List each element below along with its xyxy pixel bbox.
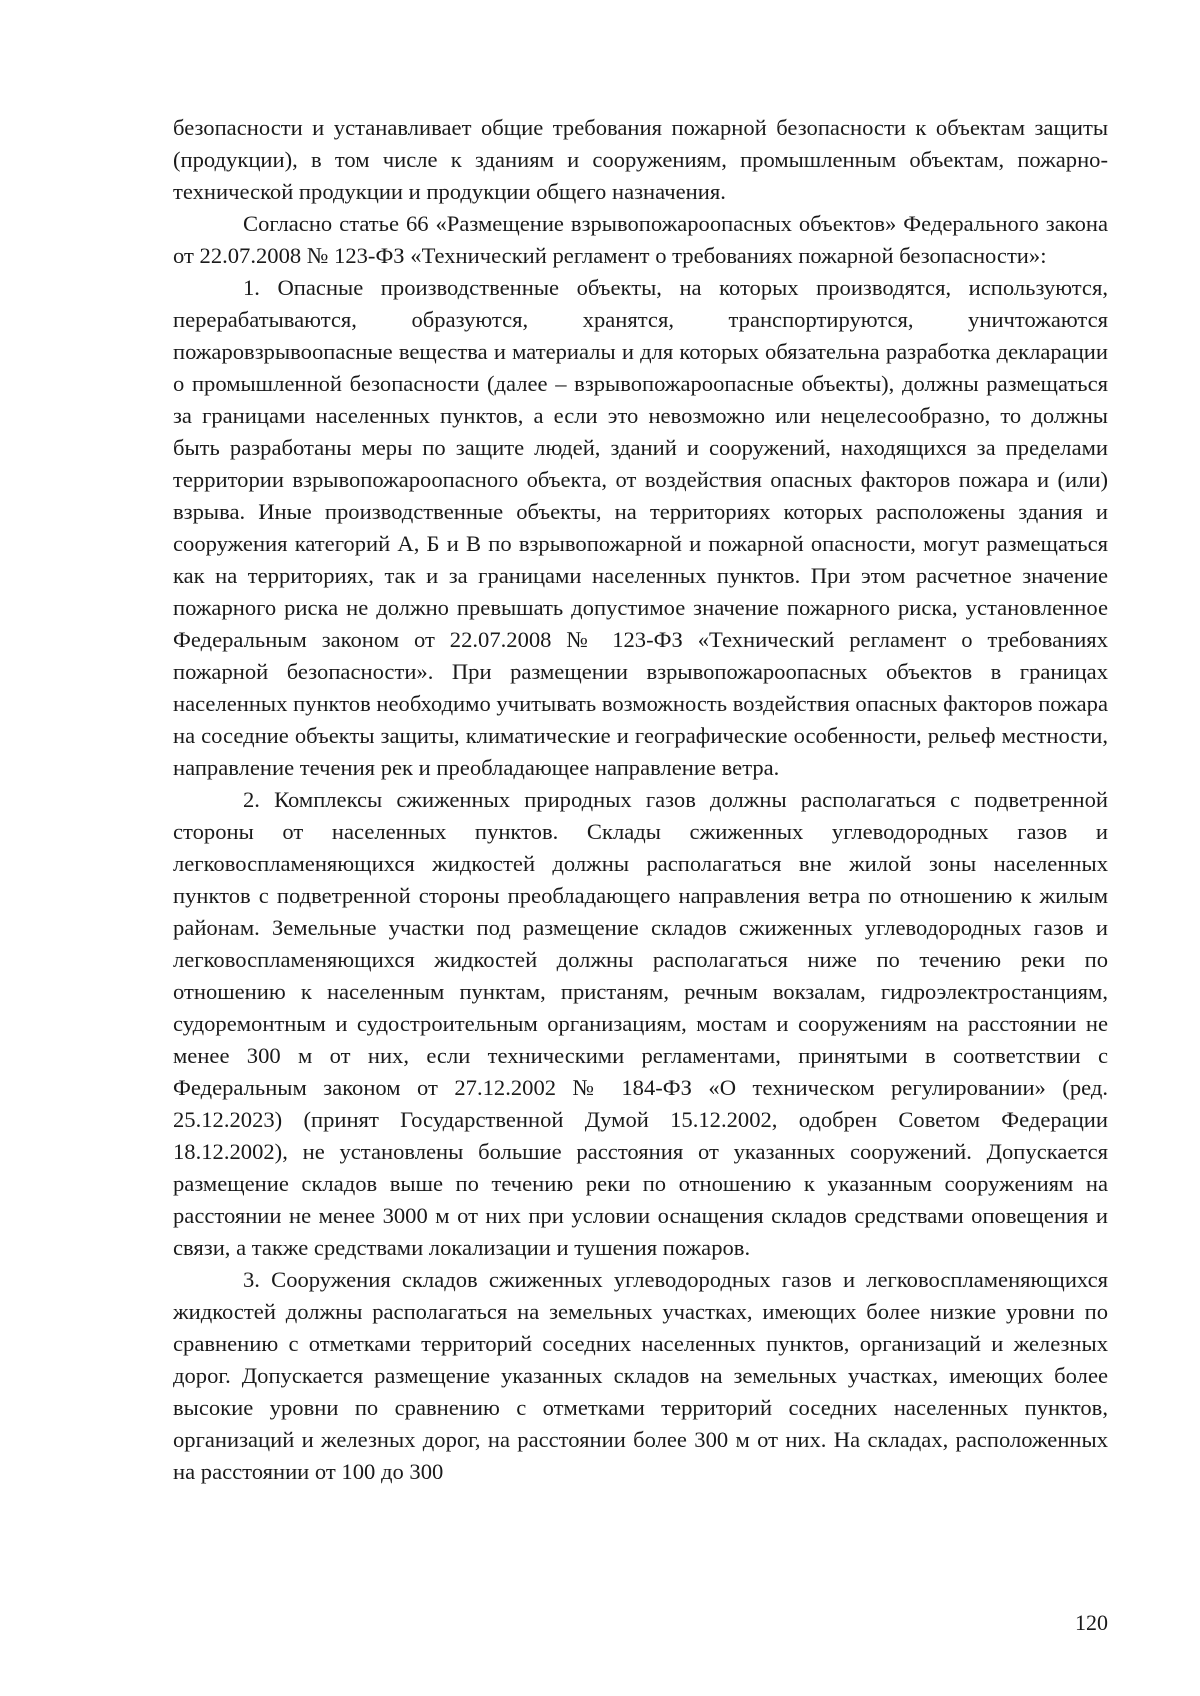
paragraph-continuation: безопасности и устанавливает общие требования пожарной безопасности к объектам защиты (продукции), в том числе к зданиям и сооружениям, промышленным объектам, пожарно-технической продукции и продукции общего назначения. [173, 115, 1108, 204]
paragraph-item-1: 1. Опасные производственные объекты, на которых производятся, используются, перерабатываются, образуются, хранятся, транспортируются, уничтожаются пожаровзрывоопасные вещества и материалы и для которых обязательна разработка декларации о промышленной безопасности (далее – взрывопожароопасные объекты), должны размещаться за границами населенных пунктов, а если это невозможно или нецелесообразно, то должны быть разработаны меры по защите людей, зданий и сооружений, находящихся за пределами территории взрывопожароопасного объекта, от воздействия опасных факторов пожара и (или) взрыва. Иные производственные объекты, на территориях которых расположены здания и сооружения категорий А, Б и В по взрывопожарной и пожарной опасности, могут размещаться как на территориях, так и за границами населенных пунктов. При этом расчетное значение пожарного риска не должно превышать допустимое значение пожарного риска, установленное Федеральным законом от 22.07.2008 № 123-ФЗ «Технический регламент о требованиях пожарной безопасности». При размещении взрывопожароопасных объектов в границах населенных пунктов необходимо учитывать возможность воздействия опасных факторов пожара на соседние объекты защиты, климатические и географические особенности, рельеф местности, направление течения рек и преобладающее направление ветра. [173, 275, 1108, 780]
page-number: 120 [1075, 1610, 1108, 1635]
paragraph-item-3: 3. Сооружения складов сжиженных углеводородных газов и легковоспламеняющихся жидкостей должны располагаться на земельных участках, имеющих более низкие уровни по сравнению с отметками территорий соседних населенных пунктов, организаций и железных дорог. Допускается размещение указанных складов на земельных участках, имеющих более высокие уровни по сравнению с отметками территорий соседних населенных пунктов, организаций и железных дорог, на расстоянии более 300 м от них. На складах, расположенных на расстоянии от 100 до 300 [173, 1267, 1108, 1484]
paragraph-article-66-intro: Согласно статье 66 «Размещение взрывопожароопасных объектов» Федерального закона от 22.07.2008 № 123-ФЗ «Технический регламент о требованиях пожарной безопасности»: [173, 211, 1108, 268]
paragraph-item-2: 2. Комплексы сжиженных природных газов должны располагаться с подветренной стороны от населенных пунктов. Склады сжиженных углеводородных газов и легковоспламеняющихся жидкостей должны располагаться вне жилой зоны населенных пунктов с подветренной стороны преобладающего направления ветра по отношению к жилым районам. Земельные участки под размещение складов сжиженных углеводородных газов и легковоспламеняющихся жидкостей должны располагаться ниже по течению реки по отношению к населенным пунктам, пристаням, речным вокзалам, гидроэлектростанциям, судоремонтным и судостроительным организациям, мостам и сооружениям на расстоянии не менее 300 м от них, если техническими регламентами, принятыми в соответствии с Федеральным законом от 27.12.2002 № 184-ФЗ «О техническом регулировании» (ред. 25.12.2023) (принят Государственной Думой 15.12.2002, одобрен Советом Федерации 18.12.2002), не установлены большие расстояния от указанных сооружений. Допускается размещение складов выше по течению реки по отношению к указанным сооружениям на расстоянии не менее 3000 м от них при условии оснащения складов средствами оповещения и связи, а также средствами локализации и тушения пожаров. [173, 787, 1108, 1260]
document-body [173, 112, 1108, 1488]
